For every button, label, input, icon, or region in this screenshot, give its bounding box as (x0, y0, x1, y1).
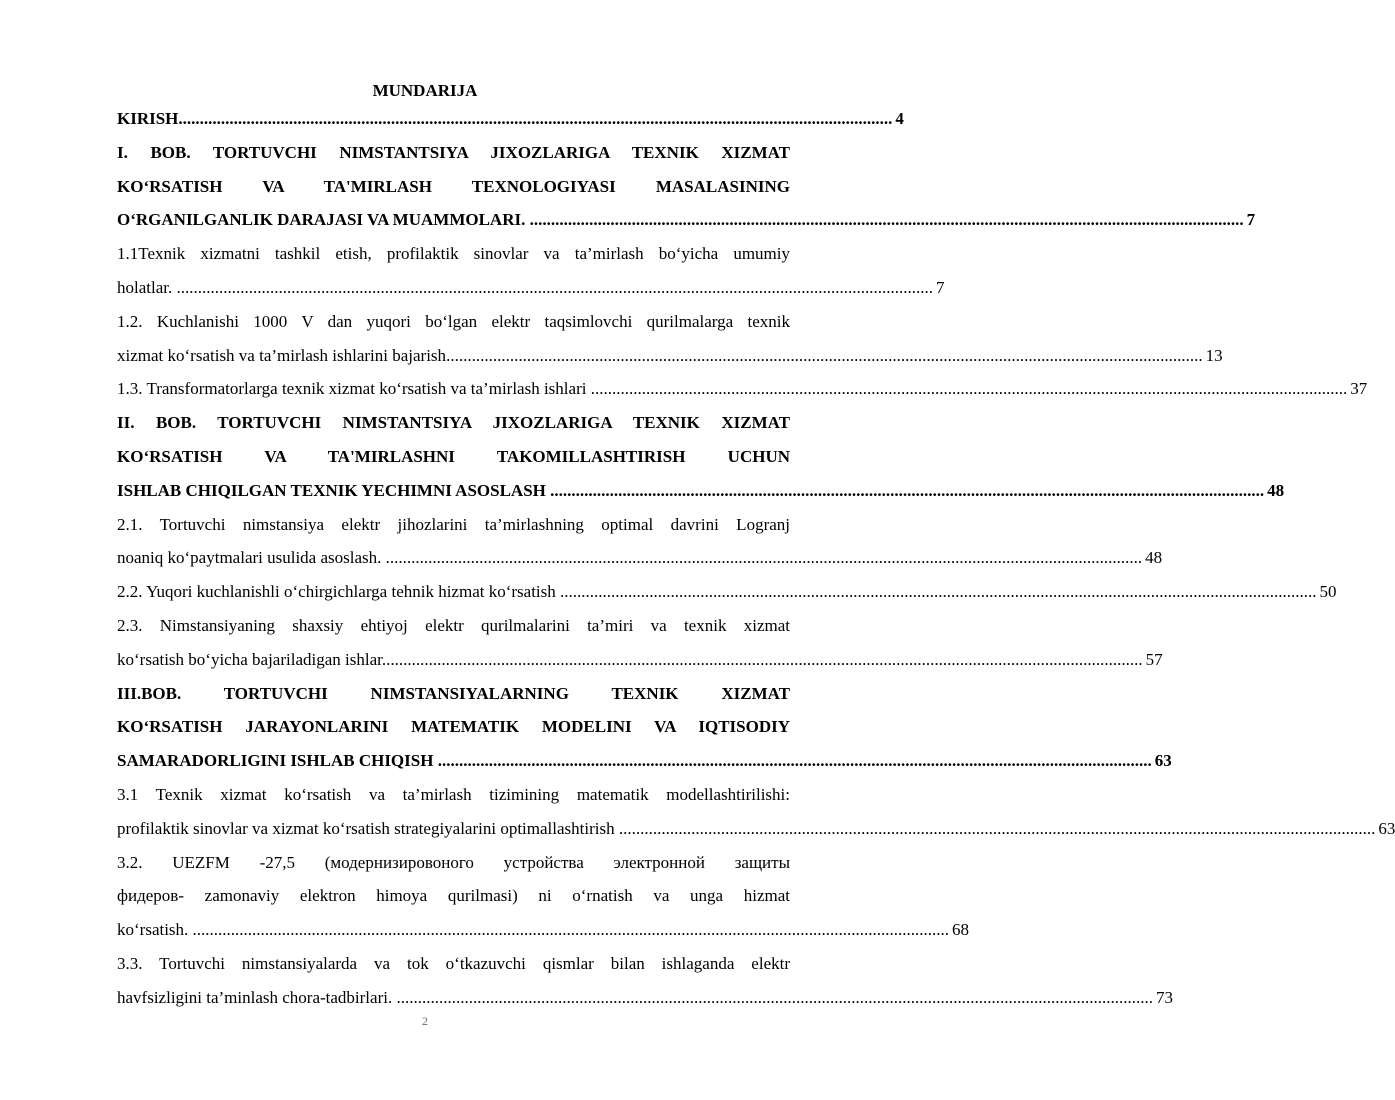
toc-entry-title: xizmat ko‘rsatish va ta’mirlash ishlarini bajarish.................................................................................................................................................................................. (117, 345, 1203, 365)
toc-entry-title: havfsizligini ta’minlash chora-tadbirlari. .................................................................................................................................................................................. (117, 987, 1153, 1007)
toc-entry-section-3-3[interactable] (117, 947, 1173, 1015)
toc-entry-section-2-2[interactable] (117, 575, 1337, 609)
toc-page-number: 4 (895, 109, 904, 128)
toc-page-number: 73 (1155, 987, 1173, 1007)
toc-entry-line: III.BOB. TORTUVCHI NIMSTANSIYALARNING TEXNIK XIZMAT (117, 683, 790, 703)
toc-entry-section-2-3[interactable] (117, 609, 1163, 677)
toc-page-number: 48 (1267, 480, 1285, 500)
toc-entry-kirish[interactable] (117, 102, 904, 136)
toc-entry-title: O‘RGANILGANLIK DARAJASI VA MUAMMOLARI. ........................................................................................................................................................................ (117, 210, 1244, 230)
toc-entry-section-1-1[interactable] (117, 237, 945, 305)
toc-page-number: 63 (1154, 751, 1172, 771)
toc-page-number: 68 (952, 920, 970, 940)
toc-entry-line: 1.1Texnik xizmatni tashkil etish, profilaktik sinovlar va ta’mirlash bo‘yicha umumiy (117, 244, 790, 264)
toc-entry-section-1-3[interactable] (117, 372, 1368, 406)
toc-entry-title: 2.2. Yuqori kuchlanishli o‘chirgichlarga tehnik hizmat ko‘rsatish .................................................................................................................................................................................. (117, 582, 1317, 602)
toc-entry-title: SAMARADORLIGINI ISHLAB CHIQISH ........................................................................................................................................................................ (117, 751, 1152, 771)
toc-entry-section-1-2[interactable] (117, 305, 1223, 373)
toc-entry-line: 2.3. Nimstansiyaning shaxsiy ehtiyoj elektr qurilmalarini ta’miri va texnik xizmat (117, 615, 790, 635)
toc-entry-line: фидеров- zamonaviy elektron himoya qurilmasi) ni o‘rnatish va unga hizmat (117, 886, 790, 906)
toc-entry-chapter-2[interactable] (117, 406, 1285, 507)
page-title: MUNDARIJA (372, 81, 478, 100)
toc-entry-line: 3.3. Tortuvchi nimstansiyalarda va tok o‘tkazuvchi qismlar bilan ishlaganda elektr (117, 953, 790, 973)
toc-page-number: 37 (1350, 379, 1368, 399)
table-of-contents (117, 102, 1395, 1015)
toc-page-number: 48 (1145, 548, 1163, 568)
toc-entry-section-3-1[interactable] (117, 778, 1395, 846)
toc-entry-title: ko‘rsatish. .................................................................................................................................................................................. (117, 920, 950, 940)
toc-entry-title: ISHLAB CHIQILGAN TEXNIK YECHIMNI ASOSLASH ........................................................................................................................................................................ (117, 480, 1265, 500)
toc-entry-section-2-1[interactable] (117, 508, 1163, 576)
toc-entry-title: 1.3. Transformatorlarga texnik xizmat ko‘rsatish va ta’mirlash ishlari .................................................................................................................................................................................. (117, 379, 1348, 399)
toc-page-number: 13 (1205, 345, 1223, 365)
toc-page-number: 63 (1378, 818, 1395, 838)
toc-entry-line: 3.1 Texnik xizmat ko‘rsatish va ta’mirlash tizimining matematik modellashtirilishi: (117, 784, 790, 804)
toc-entry-chapter-1[interactable] (117, 136, 1256, 237)
toc-entry-title: KIRISH........................................................................................................................................................................ (117, 109, 893, 128)
toc-entry-line: 1.2. Kuchlanishi 1000 V dan yuqori bo‘lgan elektr taqsimlovchi qurilmalarga texnik (117, 311, 790, 331)
toc-page-number: 7 (935, 277, 945, 297)
toc-entry-line: KO‘RSATISH VA TA'MIRLASH TEXNOLOGIYASI MASALASINING (117, 176, 790, 196)
page-number: 2 (422, 1014, 428, 1028)
toc-entry-line: 3.2. UEZFM -27,5 (модернизировоного устройства электронной защиты (117, 852, 790, 872)
toc-entry-line: 2.1. Tortuvchi nimstansiya elektr jihozlarini ta’mirlashning optimal davrini Logranj (117, 514, 790, 534)
toc-page-number: 57 (1145, 649, 1163, 669)
toc-entry-title: noaniq ko‘paytmalari usulida asoslash. .................................................................................................................................................................................. (117, 548, 1143, 568)
toc-entry-line: II. BOB. TORTUVCHI NIMSTANTSIYA JIXOZLARIGA TEXNIK XIZMAT (117, 413, 790, 433)
toc-entry-chapter-3[interactable] (117, 677, 1172, 778)
toc-page-number: 50 (1319, 582, 1337, 602)
toc-entry-line: KO‘RSATISH JARAYONLARINI MATEMATIK MODELINI VA IQTISODIY (117, 717, 790, 737)
toc-entry-title: holatlar. .................................................................................................................................................................................. (117, 277, 933, 297)
toc-entry-title: profilaktik sinovlar va xizmat ko‘rsatish strategiyalarini optimallashtirish .................................................................................................................................................................................. (117, 818, 1376, 838)
toc-entry-section-3-2[interactable] (117, 846, 970, 947)
toc-entry-line: I. BOB. TORTUVCHI NIMSTANTSIYA JIXOZLARIGA TEXNIK XIZMAT (117, 142, 790, 162)
toc-page-number: 7 (1246, 210, 1256, 230)
toc-entry-line: KO‘RSATISH VA TA'MIRLASHNI TAKOMILLASHTIRISH UCHUN (117, 446, 790, 466)
toc-entry-title: ko‘rsatish bo‘yicha bajariladigan ishlar................................................................................................................................................................................... (117, 649, 1143, 669)
